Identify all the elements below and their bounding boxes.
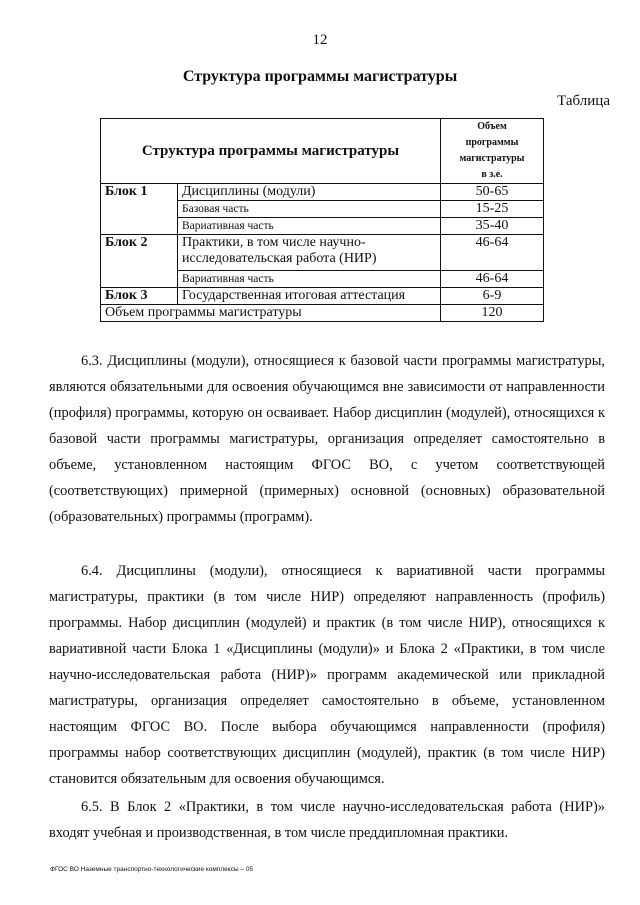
body-text (49, 348, 605, 530)
row-item: Вариативная часть (178, 271, 441, 288)
block-label: Блок 2 (101, 235, 178, 288)
row-value: 50-65 (441, 184, 544, 201)
row-value: 46-64 (441, 271, 544, 288)
total-value: 120 (441, 305, 544, 322)
block-label: Блок 1 (101, 184, 178, 235)
row-item: Дисциплины (модули) (178, 184, 441, 201)
row-value: 6-9 (441, 288, 544, 305)
paragraph-6-3: 6.3. Дисциплины (модули), относящиеся к базовой части программы магистратуры, являются обязательными для освоения обучающимся вне зависимости от направленности (профиля) программы, которую он осваивает. Набор дисциплин (модулей), относящихся к базовой части программы магистратуры, организация определяет самостоятельно в объеме, установленном настоящим ФГОС ВО, с учетом соответствующей (соответствующих) примерной (примерных) основной (основных) образовательной (образовательных) программы (программ). (49, 353, 605, 525)
row-item: Вариативная часть (178, 218, 441, 235)
header-structure: Структура программы магистратуры (101, 119, 441, 184)
table-label: Таблица (557, 93, 610, 109)
total-label: Объем программы магистратуры (101, 305, 441, 322)
row-item: Базовая часть (178, 201, 441, 218)
page-number: 12 (312, 32, 328, 48)
page-footer: ФГОС ВО Наземные транспортно-технологические комплексы – 05 (50, 866, 254, 873)
row-value: 15-25 (441, 201, 544, 218)
row-item: Государственная итоговая аттестация (178, 288, 441, 305)
body-text (49, 794, 605, 846)
paragraph-6-5: 6.5. В Блок 2 «Практики, в том числе научно-исследовательская работа (НИР)» входят учебная и производственная, в том числе преддипломная практики. (49, 799, 605, 841)
table-header-row (101, 119, 544, 184)
header-volume: Объем программы магистратуры в з.е. (441, 119, 544, 184)
table-row (101, 288, 544, 305)
page-title: Структура программы магистратуры (182, 68, 458, 85)
row-value: 35-40 (441, 218, 544, 235)
paragraph-6-4: 6.4. Дисциплины (модули), относящиеся к вариативной части программы магистратуры, практики (в том числе НИР) определяют направленность (профиль) программы. Набор дисциплин (модулей) и практик (в том числе НИР), относящихся к вариативной части Блока 1 «Дисциплины (модули)» и Блока 2 «Практики, в том числе научно-исследовательская работа (НИР)» программ академической или прикладной магистратуры, организация определяет самостоятельно в объеме, установленном настоящим ФГОС ВО. После выбора обучающимся направленности (профиля) программы набор соответствующих дисциплин (модулей), практик (в том числе НИР) становится обязательным для освоения обучающимся. (49, 563, 605, 787)
row-value: 46-64 (441, 235, 544, 271)
row-item: Практики, в том числе научно-исследовательская работа (НИР) (178, 235, 441, 271)
table-total-row (101, 305, 544, 322)
program-structure-table (100, 118, 544, 322)
block-label: Блок 3 (101, 288, 178, 305)
table-row (101, 235, 544, 271)
table-row (101, 184, 544, 201)
body-text (49, 558, 605, 792)
